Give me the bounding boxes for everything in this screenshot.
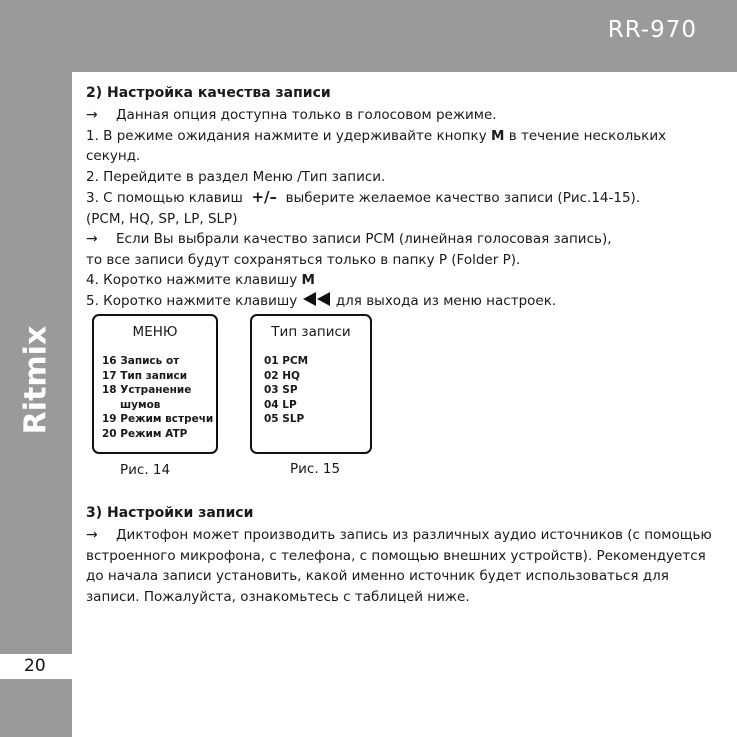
section-2 — [86, 83, 726, 313]
note-2-text: Если Вы выбрали качество записи PCM (линейная голосовая запись), — [116, 231, 612, 247]
section-2-heading: 2) Настройка качества записи — [86, 85, 331, 101]
figure-15-list — [264, 354, 308, 427]
brand-logo: Ritmix — [18, 325, 54, 435]
menu-item: 20 Режим ATP — [102, 427, 188, 440]
page-number: 20 — [24, 656, 46, 676]
menu-item: шумов — [120, 398, 161, 411]
quality-item: 05 SLP — [264, 413, 305, 425]
step-3-text: 3. С помощью клавиш — [86, 190, 243, 206]
figure-14-list — [102, 354, 213, 441]
step-3-options: (PCM, HQ, SP, LP, SLP) — [86, 210, 238, 227]
note-text: Данная опция доступна только в голосовом режиме. — [116, 107, 497, 123]
section-3-line: до начала записи установить, какой именно источник будет использоваться для — [86, 568, 669, 584]
figure-15-title: Тип записи — [271, 324, 351, 340]
quality-item: 03 SP — [264, 384, 298, 396]
menu-item: 17 Тип записи — [102, 369, 188, 382]
plus-minus-keys: +/– — [251, 188, 278, 206]
quality-item: 02 HQ — [264, 369, 300, 382]
arrow-icon: → — [86, 527, 98, 543]
step-1-text: 1. В режиме ожидания нажмите и удерживайте кнопку — [86, 127, 487, 144]
step-1-text-cont: в течение нескольких — [508, 127, 667, 144]
section-3-line — [86, 525, 726, 546]
section-3-line: записи. Пожалуйста, ознакомьтесь с таблицей ниже. — [86, 588, 470, 605]
section-3-heading: 3) Настройки записи — [86, 505, 254, 521]
quality-item: 04 LP — [264, 398, 297, 411]
figure-15-caption: Рис. 15 — [290, 461, 341, 477]
step-4 — [86, 270, 726, 291]
arrow-icon: → — [86, 231, 98, 247]
step-5-text: 5. Коротко нажмите клавишу — [86, 292, 298, 309]
arrow-icon: → — [86, 107, 98, 123]
quality-item: 01 PCM — [264, 355, 309, 367]
note-line — [86, 105, 726, 126]
step-1-end: секунд. — [86, 148, 141, 164]
rewind-icon — [302, 291, 332, 314]
m-key-label: M — [490, 127, 505, 144]
step-1 — [86, 126, 726, 147]
step-3 — [86, 187, 726, 209]
note-2 — [86, 229, 726, 250]
model-name: RR-970 — [607, 17, 697, 43]
note-2-cont: то все записи будут сохраняться только в папку P (Folder P). — [86, 251, 521, 268]
step-2: 2. Перейдите в раздел Меню /Тип записи. — [86, 168, 386, 185]
section-3-line: встроенного микрофона, с телефона, с помощью внешних устройств). Рекомендуется — [86, 547, 706, 564]
menu-item: 19 Режим встречи — [102, 413, 214, 425]
m-key-label: M — [301, 272, 315, 288]
step-5-text-cont: для выхода из меню настроек. — [335, 292, 557, 309]
figure-15-screen — [250, 314, 372, 454]
step-5 — [86, 291, 726, 314]
section-3 — [86, 503, 726, 607]
section-3-text: Диктофон может производить запись из различных аудио источников (с помощью — [116, 527, 712, 543]
step-3-text-cont: выберите желаемое качество записи (Рис.14-15). — [285, 190, 641, 206]
figure-14-title: МЕНЮ — [132, 324, 178, 340]
figure-14-caption: Рис. 14 — [120, 462, 171, 478]
menu-item: 16 Запись от — [102, 355, 180, 367]
menu-item: 18 Устранение — [102, 384, 192, 396]
step-4-text: 4. Коротко нажмите клавишу — [86, 272, 298, 288]
figure-14-screen — [92, 314, 218, 454]
